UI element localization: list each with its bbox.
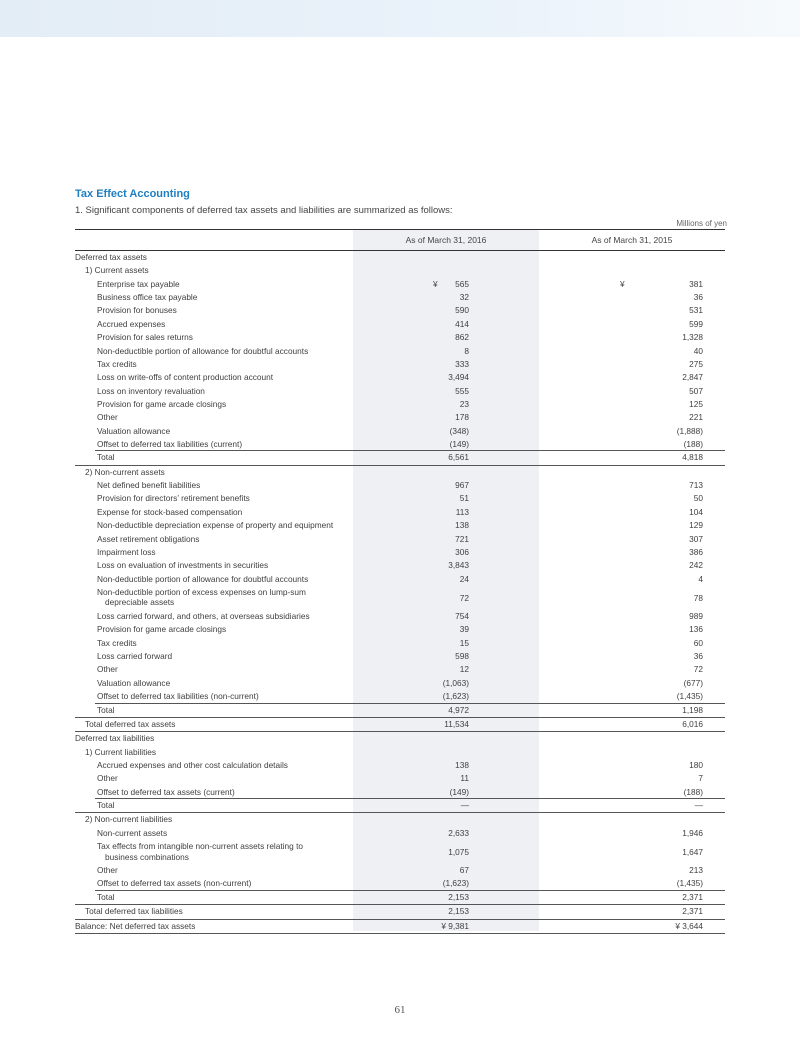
value-2016: (1,063) (442, 677, 469, 688)
row-label: Loss on inventory revaluation (97, 385, 205, 396)
row-label: Offset to deferred tax liabilities (non-current) (97, 691, 259, 702)
value-2016: 721 (455, 533, 469, 544)
row-label: Non-current assets (97, 827, 168, 838)
value-2015: (188) (683, 786, 703, 797)
table-row (75, 251, 725, 264)
value-2015: (188) (683, 439, 703, 450)
value-2015: (1,435) (676, 691, 703, 702)
row-label: Loss carried forward, and others, at overseas subsidiaries (97, 610, 310, 621)
value-2016: 590 (455, 305, 469, 316)
table-row (75, 904, 725, 918)
table-row (75, 799, 725, 812)
row-label: Loss on write-offs of content production account (97, 372, 274, 383)
value-2015: 60 (693, 637, 703, 648)
row-label: Tax effects from intangible non-current assets relating to business combinations (97, 841, 303, 862)
value-2016: 2,153 (448, 906, 469, 917)
column-header-2016: As of March 31, 2016 (405, 235, 487, 245)
value-2016: 333 (455, 358, 469, 369)
table-row (75, 318, 725, 331)
table-row (75, 492, 725, 505)
table-row (75, 479, 725, 492)
row-label: Deferred tax assets (75, 252, 147, 262)
row-label: Valuation allowance (97, 677, 171, 688)
value-2015: 2,371 (682, 891, 703, 902)
row-label: Non-deductible portion of excess expenses on lump-sum depreciable assets (97, 586, 306, 608)
value-2015: 507 (689, 385, 703, 396)
table-row (75, 877, 725, 890)
column-header-2015: As of March 31, 2015 (591, 235, 673, 245)
subtotal-rule (95, 890, 725, 891)
table-row (75, 786, 725, 799)
row-label: Total deferred tax assets (85, 718, 176, 729)
value-2015: 2,371 (682, 906, 703, 917)
table-row (75, 438, 725, 451)
value-2015: 1,328 (682, 332, 703, 343)
table-row (75, 891, 725, 904)
row-label: Provision for game arcade closings (97, 624, 227, 635)
row-label: Business office tax payable (97, 292, 198, 303)
table-row (75, 345, 725, 358)
value-2016: 51 (459, 493, 469, 504)
row-label: Total (97, 704, 115, 715)
table-row (75, 533, 725, 546)
value-2016: 306 (455, 546, 469, 557)
row-label: 2) Non-current liabilities (85, 814, 173, 825)
table-row (75, 546, 725, 559)
value-2015: 6,016 (682, 718, 703, 729)
value-2016: 12 (459, 664, 469, 675)
value-2016: 967 (455, 480, 469, 491)
value-2016: 414 (455, 318, 469, 329)
value-2016: — (460, 800, 469, 811)
value-2015: (677) (683, 677, 703, 688)
row-label: Provision for game arcade closings (97, 398, 227, 409)
table-row (75, 663, 725, 676)
subtotal-rule (95, 703, 725, 704)
value-2015: 381 (689, 278, 703, 289)
subtotal-rule (95, 798, 725, 799)
row-label: Total (97, 800, 115, 811)
value-2015: 713 (689, 480, 703, 491)
table-row (75, 573, 725, 586)
table-row (75, 864, 725, 877)
value-2015: 125 (689, 398, 703, 409)
value-2015: 129 (689, 520, 703, 531)
value-2015: 989 (689, 610, 703, 621)
row-label: Deferred tax liabilities (75, 733, 155, 744)
value-2016: 565 (455, 278, 469, 289)
table-row (75, 919, 725, 934)
value-2015: 599 (689, 318, 703, 329)
table-row (75, 425, 725, 438)
table-row (75, 291, 725, 304)
table-row (75, 559, 725, 572)
row-label: Balance: Net deferred tax assets (75, 920, 196, 931)
row-label: Other (97, 412, 118, 423)
table-row (75, 398, 725, 411)
table-row (75, 637, 725, 650)
value-2016: 754 (455, 610, 469, 621)
value-2016: 39 (459, 624, 469, 635)
table-row (75, 465, 725, 479)
yen-symbol: ¥ (620, 278, 625, 289)
deferred-tax-table (75, 229, 725, 934)
table-row (75, 506, 725, 519)
value-2015: — (694, 800, 703, 811)
table-row (75, 731, 725, 745)
table-row (75, 623, 725, 636)
row-label: Non-deductible portion of allowance for doubtful accounts (97, 345, 309, 356)
value-2016: 2,633 (448, 827, 469, 838)
value-2015: 4,818 (682, 452, 703, 463)
value-2016: 32 (459, 292, 469, 303)
table-row (75, 650, 725, 663)
row-label: 1) Current assets (85, 265, 149, 276)
value-2016: 11,534 (444, 718, 469, 729)
row-label: 2) Non-current assets (85, 466, 165, 477)
row-label: Total deferred tax liabilities (85, 906, 183, 917)
table-row (75, 704, 725, 717)
value-2016: (149) (449, 439, 469, 450)
row-label: Impairment loss (97, 546, 156, 557)
value-2016: (1,623) (442, 878, 469, 889)
value-2016: 555 (455, 385, 469, 396)
value-2016: (1,623) (442, 691, 469, 702)
value-2016: 3,494 (448, 372, 469, 383)
value-2016: ¥ 9,381 (441, 920, 469, 931)
value-2015: 275 (689, 358, 703, 369)
value-2015: 213 (689, 865, 703, 876)
row-label: Non-deductible portion of allowance for doubtful accounts (97, 573, 309, 584)
value-2016: 15 (459, 637, 469, 648)
unit-label: Millions of yen (676, 219, 727, 228)
value-2015: (1,435) (676, 878, 703, 889)
value-2015: 221 (689, 412, 703, 423)
value-2016: 113 (455, 506, 469, 517)
row-label: Accrued expenses and other cost calculation details (97, 759, 288, 770)
value-2015: (1,888) (676, 425, 703, 436)
value-2015: 104 (689, 506, 703, 517)
value-2015: 4 (698, 573, 703, 584)
table-header (75, 229, 725, 251)
value-2016: 4,972 (448, 704, 469, 715)
table-row (75, 278, 725, 291)
row-label: Offset to deferred tax assets (non-current) (97, 878, 252, 889)
row-label: Offset to deferred tax assets (current) (97, 786, 235, 797)
table-row (75, 331, 725, 344)
value-2015: ¥ 3,644 (675, 920, 703, 931)
value-2016: 862 (455, 332, 469, 343)
table-row (75, 610, 725, 623)
top-banner (0, 0, 800, 37)
value-2016: 178 (455, 412, 469, 423)
value-2015: 36 (693, 651, 703, 662)
table-row (75, 717, 725, 731)
value-2015: 2,847 (682, 372, 703, 383)
row-label: Non-deductible depreciation expense of property and equipment (97, 520, 334, 531)
value-2016: 72 (459, 592, 469, 603)
row-label: Provision for bonuses (97, 305, 177, 316)
table-row (75, 586, 725, 610)
row-label: Other (97, 773, 118, 784)
table-row (75, 385, 725, 398)
table-row (75, 746, 725, 759)
value-2015: 40 (693, 345, 703, 356)
value-2015: 1,198 (682, 704, 703, 715)
section-title: Tax Effect Accounting (75, 188, 190, 200)
table-row (75, 690, 725, 703)
table-row (75, 371, 725, 384)
value-2016: 3,843 (448, 560, 469, 571)
row-label: Tax credits (97, 358, 137, 369)
value-2016: 8 (464, 345, 469, 356)
value-2016: (348) (449, 425, 469, 436)
value-2015: 50 (693, 493, 703, 504)
value-2015: 36 (693, 292, 703, 303)
value-2015: 386 (689, 546, 703, 557)
row-label: Total (97, 891, 115, 902)
value-2015: 1,647 (682, 847, 703, 858)
table-row (75, 812, 725, 826)
value-2016: 138 (455, 759, 469, 770)
table-row (75, 519, 725, 532)
value-2016: 598 (455, 651, 469, 662)
value-2016: 67 (459, 865, 469, 876)
row-label: Valuation allowance (97, 425, 171, 436)
table-row (75, 411, 725, 424)
value-2015: 136 (689, 624, 703, 635)
value-2015: 180 (689, 759, 703, 770)
row-label: Other (97, 865, 118, 876)
subtotal-rule (95, 450, 725, 451)
value-2015: 7 (698, 773, 703, 784)
row-label: Asset retirement obligations (97, 533, 200, 544)
table-row (75, 358, 725, 371)
value-2016: 24 (459, 573, 469, 584)
table-row (75, 772, 725, 785)
table-row (75, 304, 725, 317)
value-2015: 78 (693, 592, 703, 603)
value-2016: 138 (455, 520, 469, 531)
table-row (75, 759, 725, 772)
value-2016: 23 (459, 398, 469, 409)
row-label: Offset to deferred tax liabilities (current) (97, 439, 243, 450)
row-label: Accrued expenses (97, 318, 166, 329)
value-2015: 72 (693, 664, 703, 675)
value-2016: 11 (460, 773, 469, 784)
value-2015: 307 (689, 533, 703, 544)
value-2016: (149) (449, 786, 469, 797)
row-label: Enterprise tax payable (97, 278, 180, 289)
value-2016: 6,561 (448, 452, 469, 463)
row-label: Loss carried forward (97, 651, 173, 662)
row-label: 1) Current liabilities (85, 746, 157, 757)
row-label: Total (97, 452, 115, 463)
row-label: Provision for directors’ retirement benefits (97, 493, 250, 504)
row-label: Expense for stock-based compensation (97, 506, 243, 517)
page-number: 61 (394, 1004, 406, 1016)
value-2015: 242 (689, 560, 703, 571)
row-label: Loss on evaluation of investments in securities (97, 560, 269, 571)
table-row (75, 677, 725, 690)
table-row (75, 840, 725, 864)
value-2016: 2,153 (448, 891, 469, 902)
yen-symbol: ¥ (433, 278, 438, 289)
value-2015: 531 (689, 305, 703, 316)
value-2016: 1,075 (448, 847, 469, 858)
table-row (75, 827, 725, 840)
row-label: Other (97, 664, 118, 675)
table-row (75, 264, 725, 277)
row-label: Net defined benefit liabilities (97, 480, 201, 491)
row-label: Provision for sales returns (97, 332, 193, 343)
table-body (75, 251, 725, 934)
table-row (75, 451, 725, 464)
section-subtitle: 1. Significant components of deferred tax assets and liabilities are summarized as follows: (75, 205, 453, 216)
value-2015: 1,946 (682, 827, 703, 838)
row-label: Tax credits (97, 637, 137, 648)
